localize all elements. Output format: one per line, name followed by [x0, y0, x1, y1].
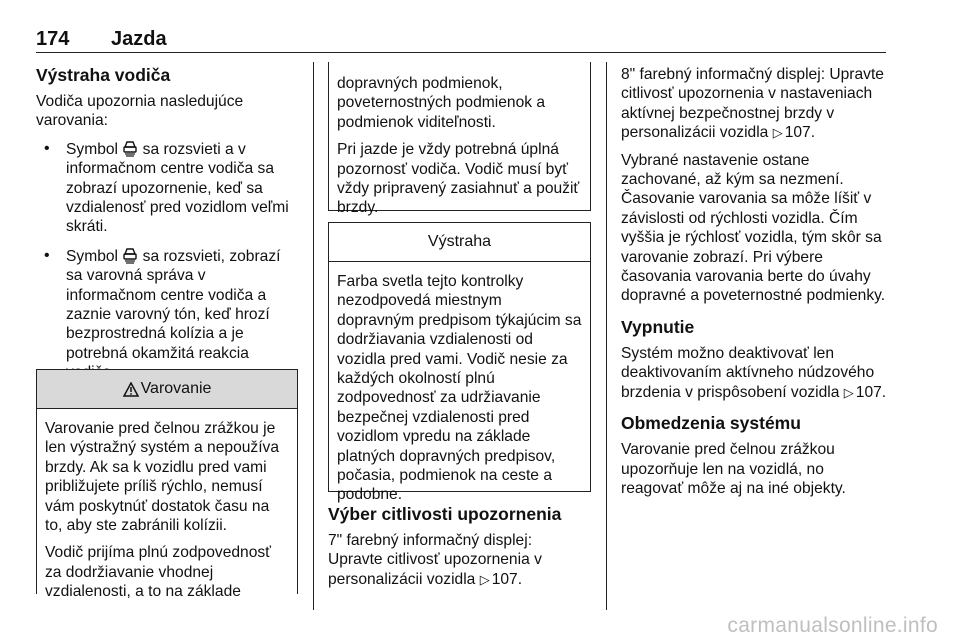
heading-system-limits: Obmedzenia systému — [621, 413, 801, 434]
heading-sensitivity: Výber citlivosti upozornenia — [328, 504, 562, 524]
section-title: Jazda — [111, 28, 167, 50]
caution-text: Farba svetla tejto kontrolky nezodpovedá miestnym dopravným predpisom týkajúcim sa dodržiavania vzdialenosti od vozidla pred vami. Vodič nesie za každých okolností plnú zodpovednosť za udržiavanie bezpečnej vzdialenosti pred vozidlom vpredu na základe platných dopravných predpisov, počasia, podmienok na ceste a podobne. — [337, 273, 582, 504]
vehicle-ahead-icon — [122, 246, 138, 264]
vehicle-ahead-icon — [122, 139, 138, 157]
display-8-text: 8" farebný informačný displej: Upravte citlivosť upozornenia v nastaveniach aktívnej bezpečnostnej brzdy v personalizácii vozidla ▷ 107. — [621, 66, 884, 142]
warning-triangle-icon — [123, 382, 139, 397]
column-2-text — [328, 503, 590, 597]
timing-text: Vybrané nastavenie ostane zachované, až kým sa nezmení. Časovanie varovania sa môže líšiť v závislosti od rýchlosti vozidla. Čím vyššia je rýchlosť vozidla, tým skôr sa varovanie zobrazí. Pri výbere časovania varovania berte do úvahy dopravné a poveternostné podmienky. — [621, 151, 886, 305]
page-reference-icon: ▷ — [772, 125, 783, 141]
bullet-item: • Symbol sa rozsvieti, zobrazí sa varovná správa v informačnom centre vodiča a zaznie varovný tón, keď hrozí bezprostredná kolízia a je potrebná okamžitá reakcia — [44, 246, 281, 362]
column-1 — [36, 64, 298, 392]
warning-text: Vodič prijíma plnú zodpovednosť za dodržiavanie vhodnej vzdialenosti, a to na základe — [45, 544, 272, 601]
intro-text: Vodiča upozornia nasledujúce varovania: — [36, 93, 244, 130]
warning-box — [36, 369, 298, 601]
caution-box-header — [329, 223, 590, 262]
bullet-item: • Symbol sa rozsvieti a v informačnom centre vodiča sa zobrazí upozornenie, keď sa vzdialenosť pred vozidlom veľmi skráti. — [44, 139, 289, 236]
page-reference-icon: ▷ — [843, 384, 854, 400]
column-divider-2 — [606, 62, 607, 610]
page-reference-icon: ▷ — [479, 571, 490, 587]
warning-box-title: Varovanie — [140, 380, 212, 397]
column-divider-1 — [313, 62, 314, 610]
warning-text: Pri jazde je vždy potrebná úplná pozornosť vodiča. Vodič musí byť vždy pripravený zasiahnuť a použiť brzdy. — [337, 141, 580, 217]
warning-text: Varovanie pred čelnou zrážkou je len výstražný systém a nepoužíva brzdy. Ak sa k vozidlu pred vami približujete príliš rýchlo, nemusí vám poskytnúť dostatok času na to, aby ste zabránili kolízii. — [45, 420, 280, 535]
sensitivity-text: 7" farebný informačný displej: Upravte citlivosť upozornenia v personalizácii vozidla ▷ 107. — [328, 532, 542, 588]
heading-driver-warning: Výstraha vodiča — [36, 65, 171, 85]
warning-box-continued — [328, 62, 591, 217]
warning-text: dopravných podmienok, poveternostných podmienok a podmienok viditeľnosti. — [337, 75, 546, 131]
watermark: carmanualsonline.info — [727, 614, 938, 637]
limits-text: Varovanie pred čelnou zrážkou upozorňuje len na vozidlá, no reagovať môže aj na iné objekty. — [621, 441, 846, 497]
caution-box — [328, 222, 591, 504]
page-number: 174 — [36, 28, 70, 50]
deactivation-text: Systém možno deaktivovať len deaktivovaním aktívneho núdzového brzdenia v prispôsobení vozidla ▷ 107. — [621, 344, 887, 401]
caution-box-title: Výstraha — [427, 233, 492, 250]
column-3 — [621, 65, 889, 506]
warning-box-header — [37, 370, 297, 409]
heading-deactivation: Vypnutie — [621, 316, 695, 337]
page-header — [36, 28, 886, 53]
